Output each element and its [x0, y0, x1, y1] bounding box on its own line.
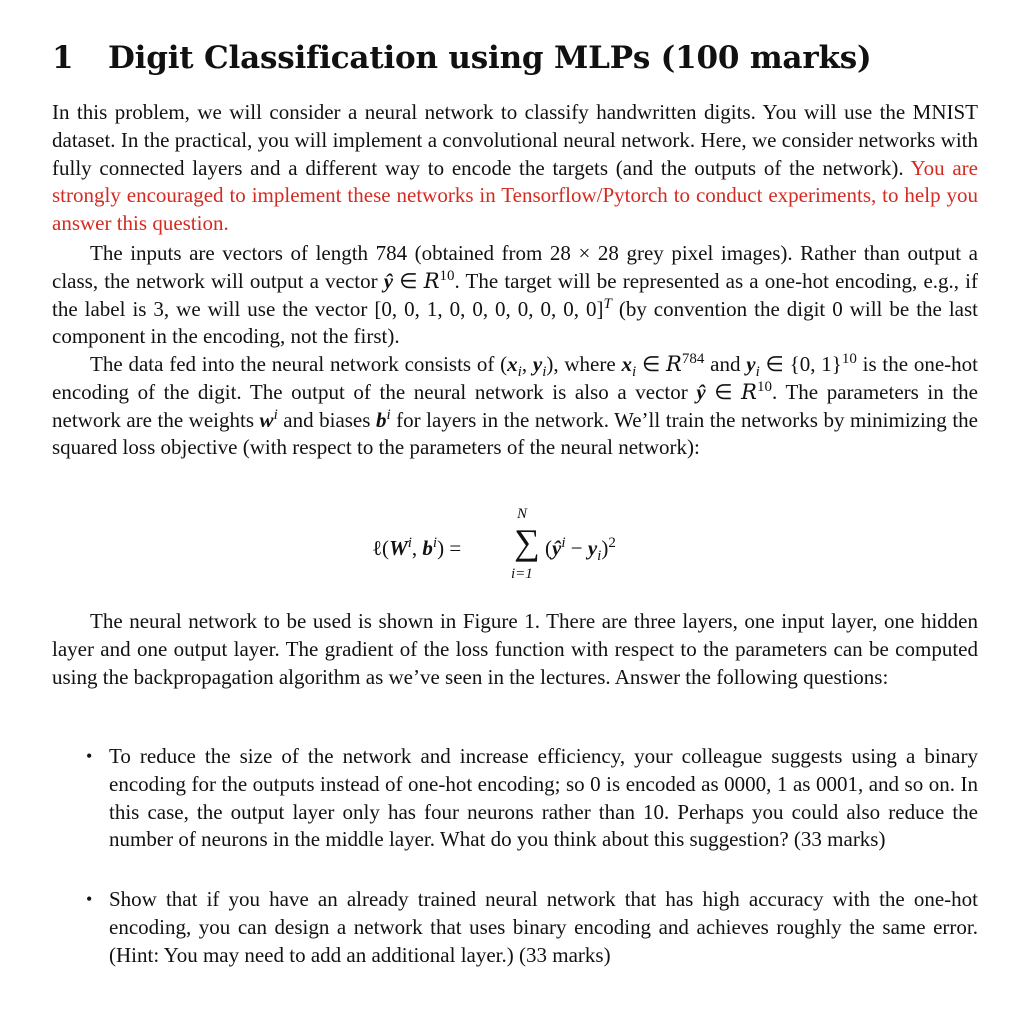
section-title: Digit Classification using MLPs (100 marks) — [108, 40, 872, 76]
equation-yhat-superscript: i — [561, 535, 566, 551]
equation-equals: ) = — [437, 536, 462, 560]
comma-separator: , — [521, 352, 533, 376]
equation-comma: , — [411, 536, 423, 560]
equation-yhat-symbol: ŷ — [552, 536, 562, 560]
inputs-text-a: The inputs are vectors of length 784 (obtained from 28 × 28 grey pixel images). Rather than output a class, the network will output a vector — [52, 241, 978, 293]
data-paragraph — [52, 351, 978, 462]
element-of-symbol: ∈ — [393, 268, 424, 293]
data-text-d: ∈ {0, 1} — [759, 352, 842, 376]
bias-superscript: i — [386, 406, 391, 423]
question-list — [52, 743, 978, 970]
data-text-c: and — [704, 352, 747, 376]
equation-rhs — [545, 535, 616, 565]
section-heading — [52, 40, 871, 76]
dimension-10-a: 10 — [841, 351, 857, 367]
y-subscript: i — [542, 364, 547, 381]
equation-y-subscript: i — [597, 548, 602, 565]
section-number: 1 — [52, 40, 74, 76]
dimension-10-b: 10 — [756, 378, 772, 395]
network-text: The neural network to be used is shown in Figure 1. There are three layers, one input layer, one hidden layer and one output layer. The gradient of the loss function with respect to the parameters can be computed using the backpropagation algorithm as we’ve seen in the lectures. Answer the following questions: — [52, 609, 978, 689]
rhs-close-paren: ) — [601, 536, 609, 560]
dimension-784: 784 — [681, 351, 705, 367]
y-symbol: y — [532, 352, 543, 376]
list-item — [52, 886, 978, 969]
weight-matrix-symbol: W — [389, 536, 408, 560]
equation-y-symbol: y — [587, 536, 598, 560]
equation-minus: − — [565, 536, 588, 560]
x-subscript-2: i — [631, 364, 637, 381]
data-text-a: The data fed into the neural network consists of ( — [90, 352, 508, 376]
question-text: To reduce the size of the network and increase efficiency, your colleague suggests using a binary encoding for the outputs instead of one-hot encoding; so 0 is encoded as 0000, 1 as 0001, and so on. In this case, the output layer only has four neurons rather than 10. Perhaps you could also reduce the number of neurons in the middle layer. What do you think about this suggestion? (33 marks) — [109, 744, 978, 852]
weight-superscript: i — [273, 406, 278, 423]
element-of-symbol-2: ∈ — [705, 379, 742, 404]
transpose-superscript: T — [603, 295, 612, 312]
weight-matrix-superscript: i — [407, 535, 412, 551]
y-subscript-2: i — [755, 364, 760, 381]
data-text-f: . The parameters in the network are the weights — [52, 379, 979, 432]
data-text-b: ), where — [546, 352, 622, 376]
yhat-symbol: ŷ — [383, 268, 394, 293]
loss-symbol: ℓ( — [372, 536, 390, 560]
yhat-symbol-2: ŷ — [696, 379, 706, 404]
real-space-symbol-1: R — [666, 352, 682, 376]
network-paragraph — [52, 608, 978, 691]
intro-paragraph — [52, 99, 978, 238]
sum-upper-limit: N — [517, 506, 528, 522]
data-text-e: is the one-hot encoding of the digit. The output of the neural network is also a vector — [52, 352, 979, 404]
equation-lhs — [372, 536, 461, 561]
encouragement-note: You are strongly encouraged to implement these networks in Tensorflow/Pytorch to conduct experiments, to help you answer this question. — [52, 155, 978, 236]
list-item — [52, 743, 978, 854]
equation-bias-superscript: i — [432, 535, 438, 551]
data-text-h: for layers in the network. We’ll train the networks by minimizing the squared loss objective (with respect to the parameters of the neural network): — [52, 407, 978, 460]
question-text: Show that if you have an already trained neural network that has high accuracy with the one-hot encoding, you can design a network that uses binary encoding and achieves roughly the same error. (Hint: You may need to add an additional layer.) (33 marks) — [109, 887, 978, 967]
inputs-text-b: . The target will be represented as a one-hot encoding, e.g., if the label is 3, we will use the vector [0, 0, 1, 0, 0, 0, 0, 0, 0, 0] — [52, 268, 979, 321]
sum-lower-limit: i=1 — [511, 566, 533, 582]
x-symbol-2: x — [621, 352, 632, 376]
x-subscript: i — [517, 364, 522, 381]
bullet-icon: • — [86, 746, 93, 766]
bias-symbol: b — [375, 407, 387, 432]
y-symbol-2: y — [746, 352, 756, 376]
weight-symbol: w — [259, 407, 274, 432]
real-space-symbol-2: R — [741, 379, 757, 404]
inputs-paragraph — [52, 240, 978, 351]
inputs-text-c: (by convention the digit 0 will be the last component in the encoding, not the first). — [52, 296, 978, 349]
intro-text: In this problem, we will consider a neural network to classify handwritten digits. You will use the MNIST dataset. In the practical, you will implement a convolutional neural network. Here, we consider networks with fully connected layers and a different way to encode the targets (and the outputs of the network). — [52, 100, 978, 180]
equation-bias-symbol: b — [422, 536, 433, 560]
loss-equation — [0, 506, 1012, 586]
summation-symbol: ∑ — [514, 522, 540, 562]
dimension-superscript: 10 — [439, 267, 455, 284]
equation-power: 2 — [608, 535, 616, 551]
bullet-icon: • — [86, 889, 93, 910]
element-of-symbol-1: ∈ — [636, 352, 667, 376]
rhs-open-paren: ( — [545, 536, 552, 560]
x-symbol: x — [507, 352, 518, 376]
data-text-g: and biases — [277, 407, 376, 432]
real-space-symbol: R — [423, 268, 440, 293]
